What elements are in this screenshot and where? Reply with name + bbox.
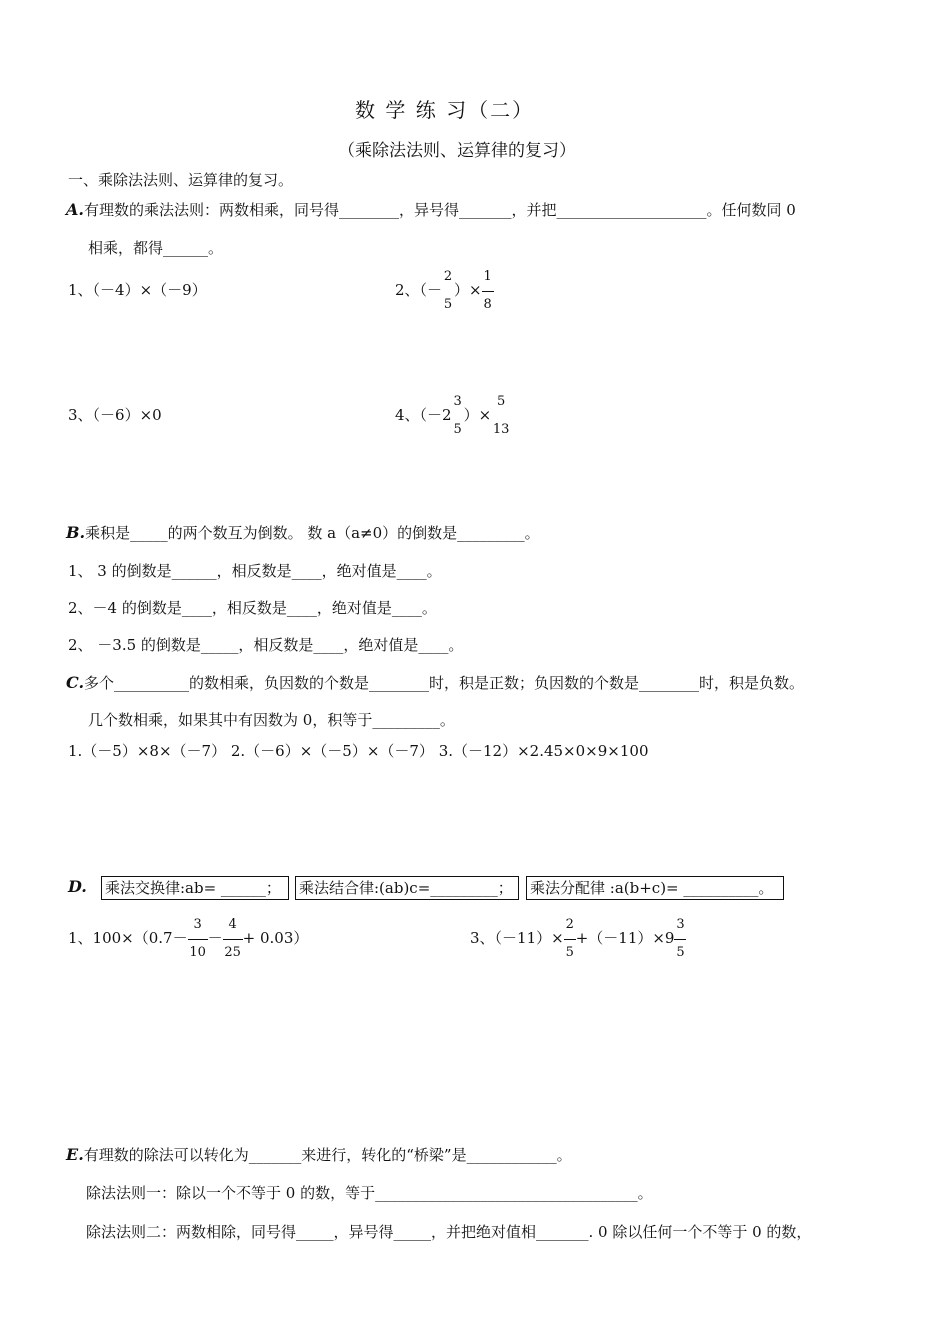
law-distributive-box: 乘法分配律 :a(b+c)= __________。 [526,876,784,900]
question-b2: 2、－4 的倒数是____，相反数是____，绝对值是____。 [68,599,437,617]
section-a-text2: 相乘，都得______。 [88,239,224,257]
section-b-label: B. [66,523,86,542]
section-e-rule: E.有理数的除法可以转化为_______来进行，转化的“桥梁”是____________。 [66,1145,572,1164]
fraction: $\frac{1}{8}$ [483,269,492,312]
section-e-label: E. [66,1145,84,1164]
section-a-text: 有理数的乘法法则：两数相乘，同号得________，异号得_______，并把____________________。任何数同 0 [83,201,796,219]
question-a1: 1、（－4）×（－9） [68,281,207,299]
fraction: $\frac{4}{25}$ [224,917,241,960]
section-c-label: C. [66,673,85,692]
question-a4: 4、（－2 3 5 ）× 5 13 [395,394,510,437]
section-a-label: A. [66,200,84,219]
question-b1: 1、 3 的倒数是______，相反数是____，绝对值是____。 [68,562,442,580]
section-c-rule: C.多个__________的数相乘，负因数的个数是________时，积是正数；负因数的个数是________时，积是负数。 [66,673,805,692]
question-c: 1.（－5）×8×（－7） 2.（－6）×（－5）×（－7） 3.（－12）×2.45×0×9×100 [68,742,649,760]
section-heading: 一、乘除法法则、运算律的复习。 [68,171,294,189]
page-title: 数 学 练 习（二） [355,98,535,122]
section-d-label: D. [68,877,87,896]
fraction: 3 5 [453,394,462,437]
section-c-text2: 几个数相乘，如果其中有因数为 0，积等于_________。 [88,711,455,729]
question-d3: 3、（－11）× $\frac{2}{5}$ +（－11）×9 $\frac{3}{5}$ [470,917,685,960]
division-rule-2: 除法法则二：两数相除，同号得_____，异号得_____，并把绝对值相_______. 0 除以任何一个不等于 0 的数， [86,1223,812,1241]
fraction: $\frac{3}{10}$ [189,917,206,960]
question-a3: 3、（－6）×0 [68,406,162,424]
section-b-rule: B.乘积是_____的两个数互为倒数。 数 a（a≠0）的倒数是_________。 [66,523,540,542]
question-b3: 2、 －3.5 的倒数是_____，相反数是____，绝对值是____。 [68,636,464,654]
fraction: 5 13 [492,394,510,437]
question-d1: 1、100×（0.7－ $\frac{3}{10}$ － $\frac{4}{25}$ + 0.03） [68,917,309,960]
fraction: $\frac{3}{5}$ [676,917,685,960]
page-subtitle: （乘除法法则、运算律的复习） [338,141,576,161]
fraction: $\frac{2}{5}$ [565,917,574,960]
section-a-rule [66,200,796,220]
fraction: 2 5 [443,269,453,312]
law-commutative-box: 乘法交换律:ab= ______； [101,876,289,900]
law-associative-box: 乘法结合律:(ab)c=_________； [295,876,519,900]
question-a2: 2、（－ 2 5 ）× $\frac{1}{8}$ [395,269,492,312]
division-rule-1: 除法法则一：除以一个不等于 0 的数，等于___________________________________。 [86,1184,653,1202]
